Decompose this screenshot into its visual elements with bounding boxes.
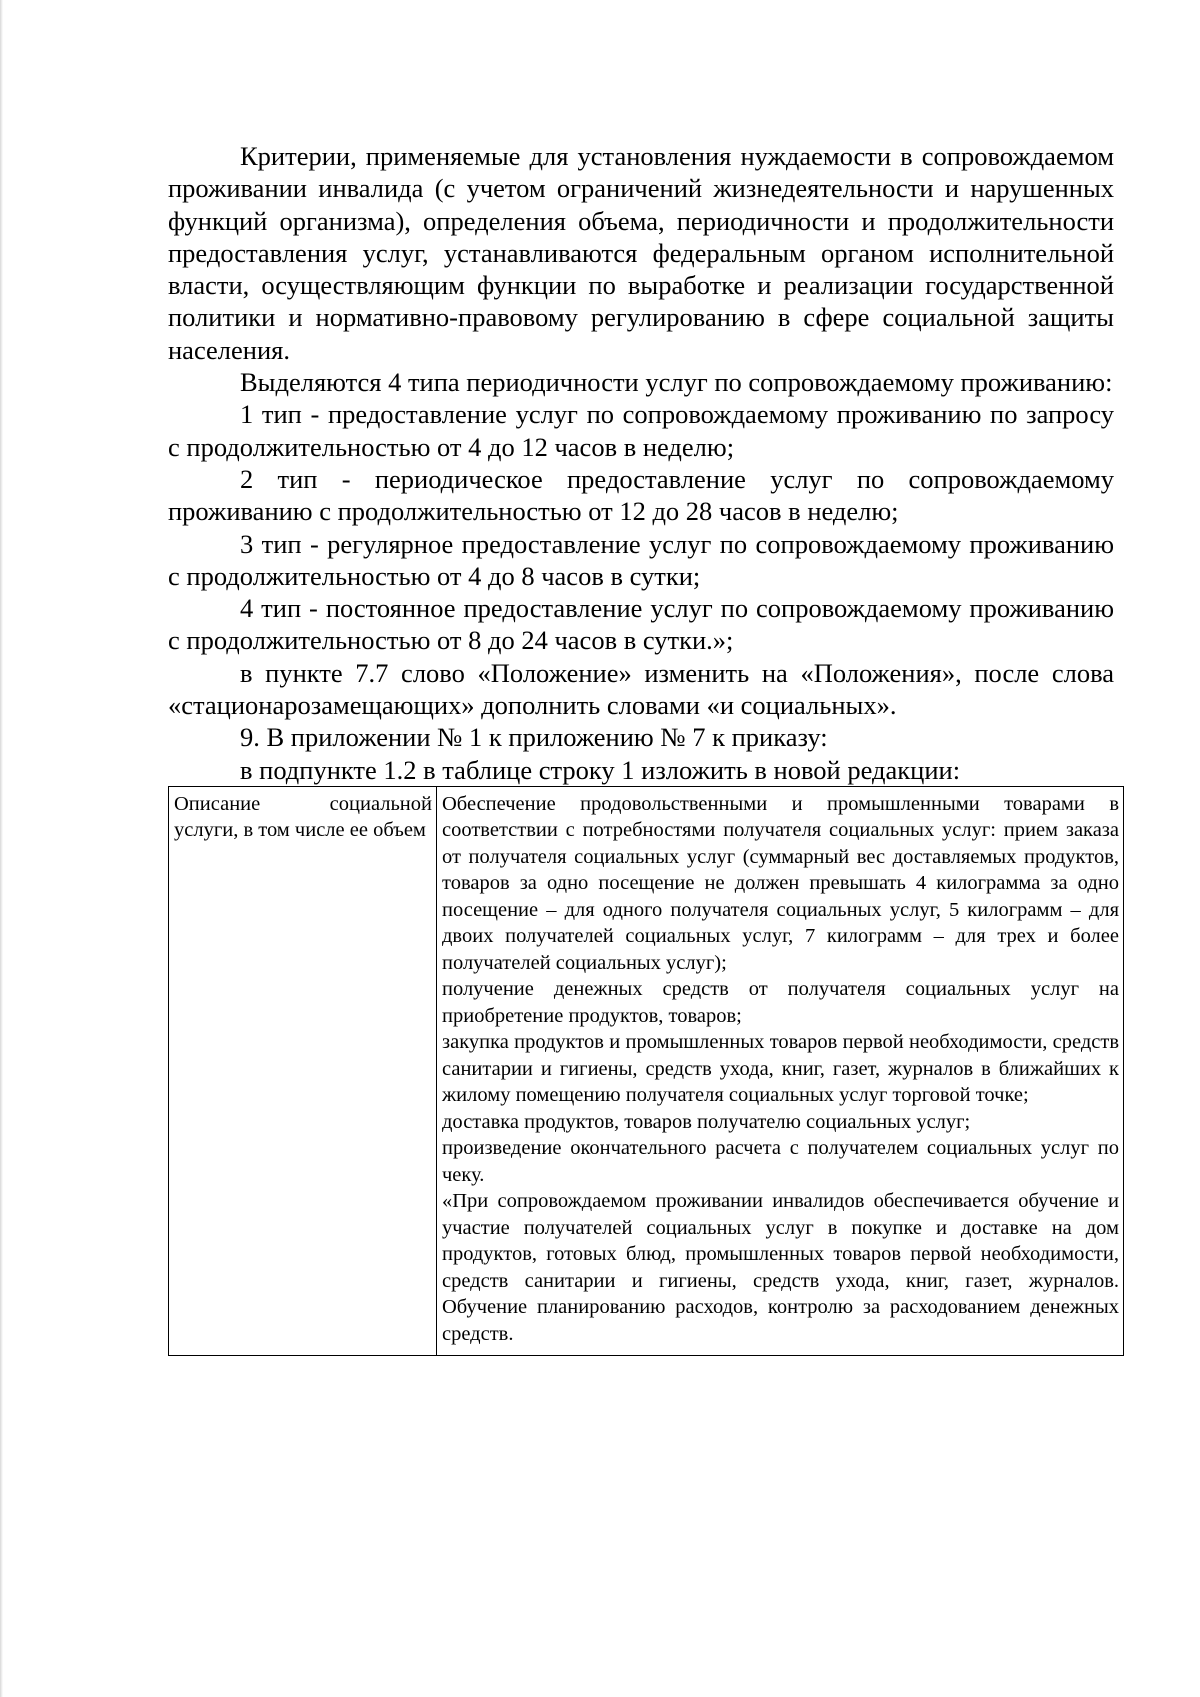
paragraph-type-3: 3 тип - регулярное предоставление услуг по сопровождаемому проживанию с продолжительностью от 4 до 8 часов в сутки;: [168, 528, 1114, 591]
table-label-cell: [169, 786, 437, 1356]
paragraph-type-1: 1 тип - предоставление услуг по сопровождаемому проживанию по запросу с продолжительностью от 4 до 12 часов в неделю;: [168, 399, 1114, 462]
table-content-line: закупка продуктов и промышленных товаров первой необходимости, средств санитарии и гигиены, средств ухода, книг, газет, журналов в ближайших к жилому помещению получателя социальных услуг торговой точке;: [442, 1031, 1119, 1107]
service-description-label: Описание социальной услуги, в том числе ее объем: [174, 792, 432, 842]
table-content-line: произведение окончательного расчета с получателем социальных услуг по чеку.: [442, 1137, 1119, 1186]
scan-edge: [0, 0, 3, 1697]
table-content-line: «При сопровождаемом проживании инвалидов обеспечивается обучение и участие получателей социальных услуг в покупке и доставке на дом продуктов, готовых блюд, промышленных товаров первой необходимости, средств санитарии и гигиены, средств ухода, книг, газет, журналов. Обучение планированию расходов, контролю за расходованием денежных средств.: [442, 1190, 1119, 1345]
paragraph-type-4: 4 тип - постоянное предоставление услуг по сопровождаемому проживанию с продолжительностью от 8 до 24 часов в сутки.»;: [168, 593, 1114, 656]
table-content-line: получение денежных средств от получателя социальных услуг на приобретение продуктов, товаров;: [442, 978, 1119, 1027]
document-page: [168, 140, 1119, 1356]
paragraph-clause-7-7: в пункте 7.7 слово «Положение» изменить на «Положения», после слова «стационарозамещающих» дополнить словами «и социальных».: [168, 657, 1114, 721]
table-content-line: Обеспечение продовольственными и промышленными товарами в соответствии с потребностями получателя социальных услуг: прием заказа от получателя социальных услуг (суммарный вес доставляемых продуктов, товаров за одно посещение не должен превышать 4 килограмма за одно посещение – для одного получателя социальных услуг, 5 килограмм – для двоих получателей социальных услуг, 7 килограмм – для трех и более получателей социальных услуг);: [442, 792, 1119, 974]
service-table: [168, 786, 1124, 1357]
paragraph-table-intro: в подпункте 1.2 в таблице строку 1 изложить в новой редакции:: [240, 754, 961, 785]
paragraph-criteria: Критерии, применяемые для установления нуждаемости в сопровождаемом проживании инвалида (с учетом ограничений жизнедеятельности и нарушенных функций организма), определения объема, периодичности и продолжительности предоставления услуг, устанавливаются федеральным органом исполнительной власти, осуществляющим функции по выработке и реализации государственной политики и нормативно-правовому регулированию в сфере социальной защиты населения.: [168, 141, 1114, 365]
paragraph-type-2: 2 тип - периодическое предоставление услуг по сопровождаемому проживанию с продолжительностью от 12 до 28 часов в неделю;: [168, 463, 1114, 527]
paragraph-periodicity-types: Выделяются 4 типа периодичности услуг по сопровождаемому проживанию:: [240, 367, 1113, 398]
paragraph-appendix-9: 9. В приложении № 1 к приложению № 7 к приказу:: [240, 722, 828, 753]
table-content-line: доставка продуктов, товаров получателю социальных услуг;: [442, 1110, 971, 1133]
table-content-cell: [437, 786, 1124, 1356]
table-row: [169, 786, 1124, 1356]
